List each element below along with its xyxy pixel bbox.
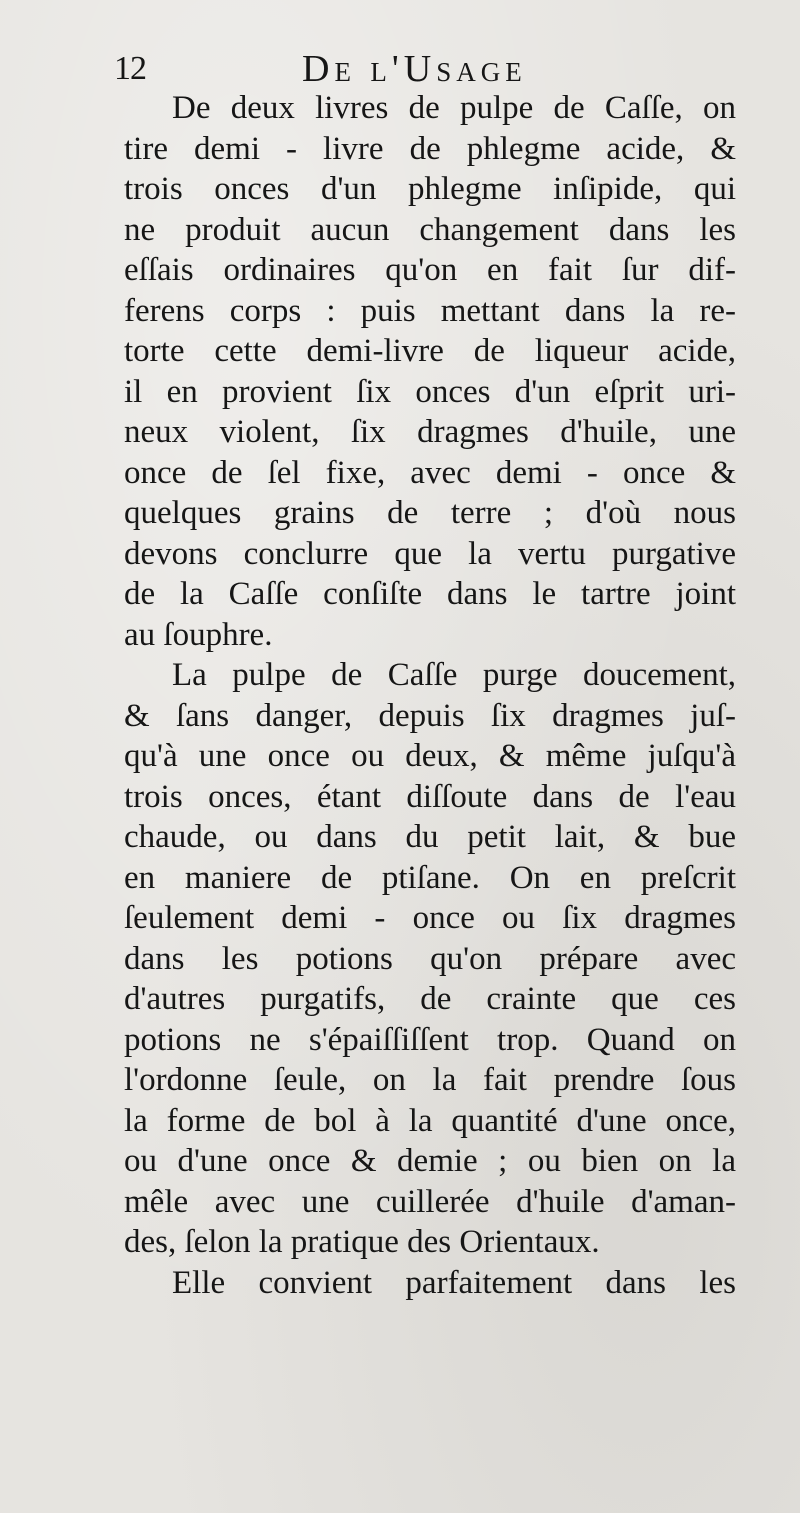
text-line: Elle convient parfaitement dans les xyxy=(172,1264,736,1301)
text-line: once de ſel fixe, avec demi - once & xyxy=(124,454,736,491)
body-text xyxy=(124,88,736,1303)
text-line: chaude, ou dans du petit lait, & bue xyxy=(124,819,736,855)
text-line: eſſais ordinaires qu'on en fait ſur dif- xyxy=(124,252,736,288)
text-line: quelques grains de terre ; d'où nous xyxy=(124,495,736,531)
text-line: & ſans danger, depuis ſix dragmes juſ- xyxy=(124,697,736,734)
text-line: tire demi - livre de phlegme acide, & xyxy=(124,130,736,167)
text-line: neux violent, ſix dragmes d'huile, une xyxy=(124,414,736,450)
text-line: de la Caſſe conſiſte dans le tartre joint xyxy=(124,576,736,612)
text-line: des, ſelon la pratique des Orientaux. xyxy=(124,1224,600,1260)
text-line: au ſouphre. xyxy=(124,616,273,653)
text-line: torte cette demi-livre de liqueur acide, xyxy=(124,333,736,369)
text-line: en maniere de ptiſane. On en preſcrit xyxy=(124,859,736,896)
text-line: De deux livres de pulpe de Caſſe, on xyxy=(172,90,736,126)
text-line: ſeulement demi - once ou ſix dragmes xyxy=(124,900,736,936)
text-line: qu'à une once ou deux, & même juſqu'à xyxy=(124,738,736,774)
text-line: trois onces d'un phlegme inſipide, qui xyxy=(124,171,736,207)
text-line: l'ordonne ſeule, on la fait prendre ſous xyxy=(124,1062,736,1098)
text-line: trois onces, étant diſſoute dans de l'eau xyxy=(124,778,736,815)
text-line: mêle avec une cuillerée d'huile d'aman- xyxy=(124,1183,736,1220)
text-line: il en provient ſix onces d'un eſprit uri- xyxy=(124,373,736,410)
text-line: potions ne s'épaiſſiſſent trop. Quand on xyxy=(124,1021,736,1058)
text-line: d'autres purgatifs, de crainte que ces xyxy=(124,981,736,1017)
page-header xyxy=(114,44,736,94)
text-line: devons conclurre que la vertu purgative xyxy=(124,535,736,572)
text-line: ne produit aucun changement dans les xyxy=(124,211,736,248)
text-line: dans les potions qu'on prépare avec xyxy=(124,940,736,977)
page-number: 12 xyxy=(114,50,146,87)
text-line: ou d'une once & demie ; ou bien on la xyxy=(124,1143,736,1179)
text-line: la forme de bol à la quantité d'une once, xyxy=(124,1102,736,1139)
text-line: La pulpe de Caſſe purge doucement, xyxy=(172,657,736,693)
text-line: ferens corps : puis mettant dans la re- xyxy=(124,292,736,329)
running-title: De l'Usage xyxy=(302,48,527,90)
